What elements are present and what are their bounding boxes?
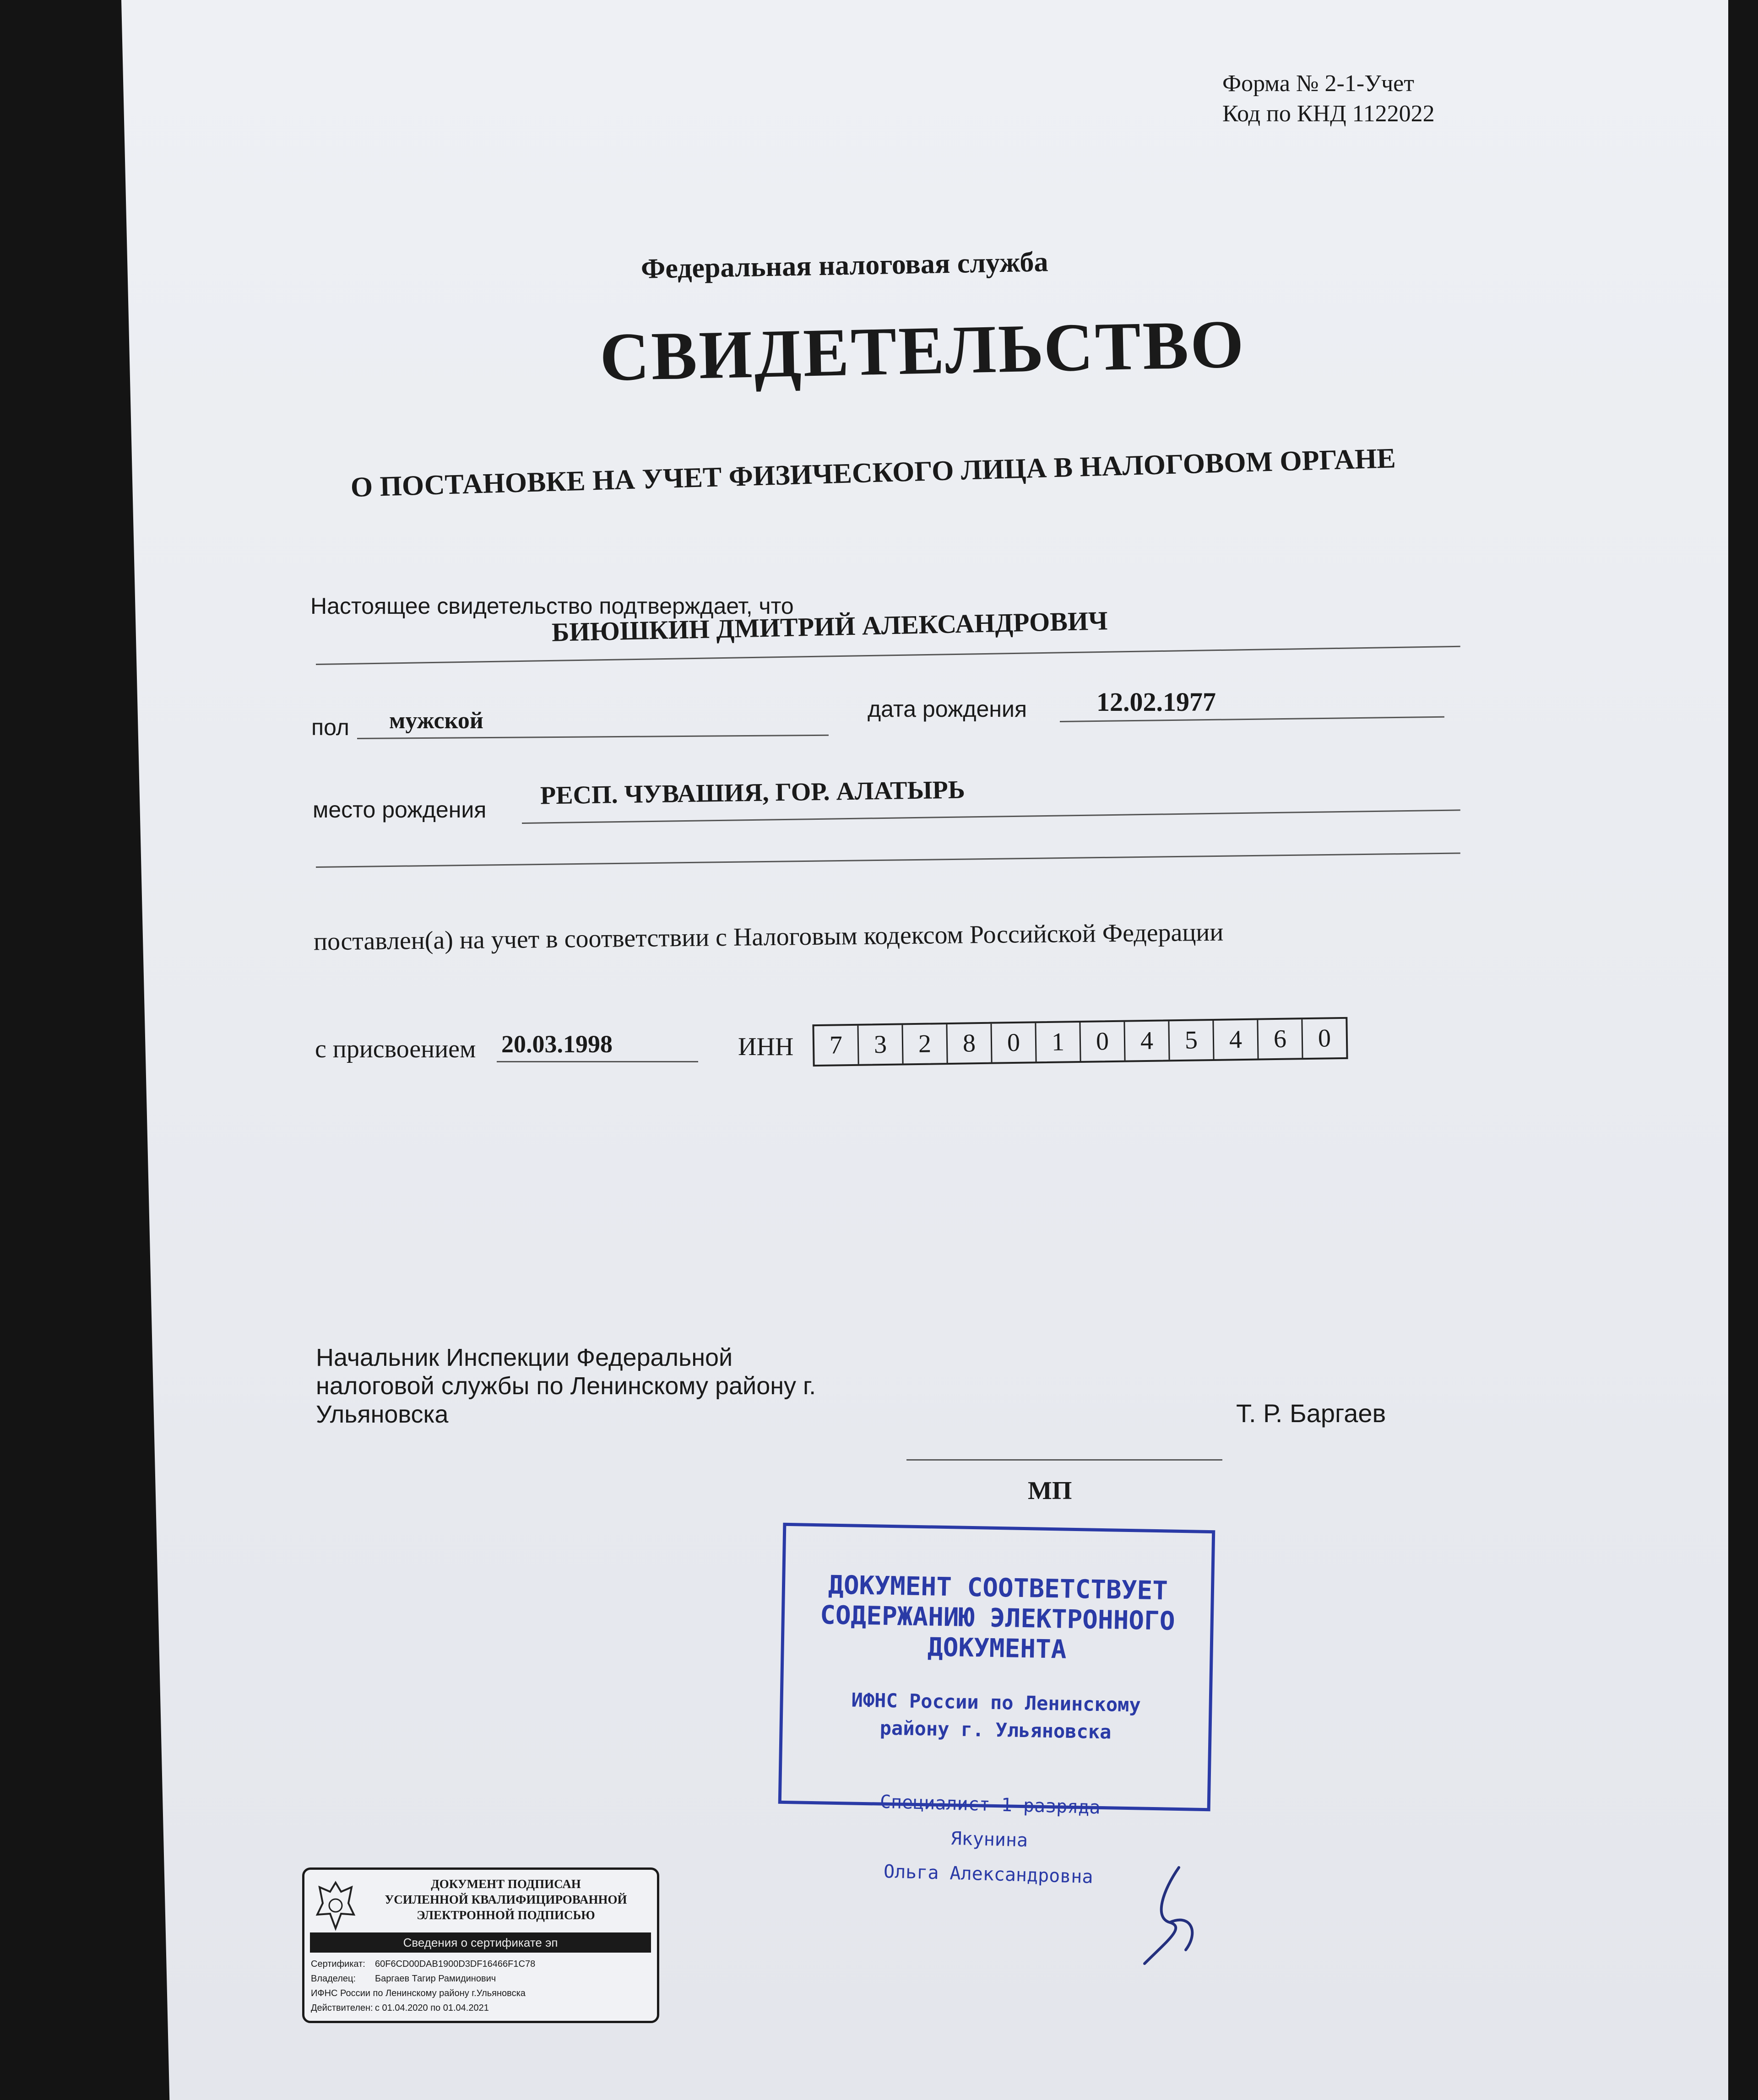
- inn-digit: 0: [1318, 1024, 1331, 1053]
- inn-digit: 7: [814, 1026, 859, 1065]
- sex-value: мужской: [389, 708, 483, 734]
- coat-of-arms-icon: [313, 1878, 358, 1933]
- stamp-text-office: ИФНС России по Ленинскому району г. Ульяновска: [851, 1689, 1141, 1743]
- valid-value: с 01.04.2020 по 01.04.2021: [375, 2003, 489, 2013]
- document-subtitle: О ПОСТАНОВКЕ НА УЧЕТ ФИЗИЧЕСКОГО ЛИЦА В НАЛОГОВОМ ОРГАНЕ: [350, 443, 1396, 503]
- assignment-underline: [497, 1061, 698, 1062]
- handwritten-signature: [1135, 1863, 1209, 1973]
- inn-digit: 1: [1036, 1023, 1081, 1061]
- sex-label: пол: [311, 714, 349, 740]
- cert-label: Сертификат:: [311, 1959, 365, 1969]
- knd-code: Код по КНД 1122022: [1222, 101, 1435, 127]
- birthplace-value: РЕСП. ЧУВАШИЯ, ГОР. АЛАТЫРЬ: [540, 775, 966, 810]
- full-name: БИЮШКИН ДМИТРИЙ АЛЕКСАНДРОВИЧ: [551, 606, 1108, 647]
- form-number: Форма № 2-1-Учет: [1222, 70, 1414, 97]
- esig-cert-bar: Сведения о сертификате эп: [310, 1932, 651, 1953]
- chief-title: Начальник Инспекции Федеральной налоговой службы по Ленинскому району г. Ульяновска: [316, 1344, 816, 1428]
- inn-label: ИНН: [738, 1033, 794, 1061]
- org-value: ИФНС России по Ленинскому району г.Ульяновска: [311, 1988, 526, 1998]
- inn-digit: 3: [858, 1025, 903, 1064]
- cert-value: 60F6CD00DAB1900D3DF16466F1C78: [375, 1959, 536, 1969]
- inn-digit: 4: [1214, 1020, 1259, 1059]
- inn-digit: 4: [1125, 1021, 1170, 1060]
- esig-details: [311, 1957, 535, 2015]
- signature-line: [906, 1459, 1222, 1461]
- inn-digit: 6: [1258, 1019, 1303, 1058]
- dob-value: 12.02.1977: [1096, 687, 1216, 717]
- conformity-stamp: [778, 1523, 1215, 1811]
- mp-label: МП: [1028, 1477, 1072, 1505]
- signer-name: Т. Р. Баргаев: [1236, 1399, 1386, 1428]
- inn-digit: 0: [992, 1023, 1036, 1062]
- registration-text: поставлен(а) на учет в соответствии с Налоговым кодексом Российской Федерации: [313, 918, 1224, 956]
- birthplace-label: место рождения: [313, 797, 487, 823]
- inn-digit: 5: [1169, 1021, 1214, 1060]
- inn-digit: 2: [903, 1024, 948, 1063]
- agency-name: Федеральная налоговая служба: [640, 246, 1048, 285]
- intro-label: Настоящее свидетельство подтверждает, что: [310, 593, 794, 619]
- document-title: СВИДЕТЕЛЬСТВО: [599, 306, 1247, 395]
- form-info: [1222, 69, 1435, 129]
- assignment-label: с присвоением: [315, 1035, 476, 1063]
- assignment-date: 20.03.1998: [501, 1030, 613, 1058]
- inn-digit: 0: [1080, 1022, 1125, 1061]
- owner-value: Баргаев Тагир Рамидинович: [375, 1974, 496, 1984]
- valid-label: Действителен:: [311, 2003, 373, 2013]
- stamp-text-main: ДОКУМЕНТ СООТВЕТСТВУЕТ СОДЕРЖАНИЮ ЭЛЕКТРОННОГО ДОКУМЕНТА: [819, 1570, 1176, 1665]
- owner-label: Владелец:: [311, 1974, 356, 1984]
- stamp-text-specialist: Специалист 1 разряда Якунина Ольга Александровна: [879, 1791, 1101, 1888]
- inn-boxes: [812, 1017, 1348, 1066]
- dob-label: дата рождения: [868, 696, 1027, 722]
- esig-header: ДОКУМЕНТ ПОДПИСАН УСИЛЕННОЙ КВАЛИФИЦИРОВАННОЙ ЭЛЕКТРОННОЙ ПОДПИСЬЮ: [385, 1877, 627, 1922]
- inn-digit: 8: [947, 1024, 992, 1063]
- electronic-signature-block: [302, 1867, 659, 2023]
